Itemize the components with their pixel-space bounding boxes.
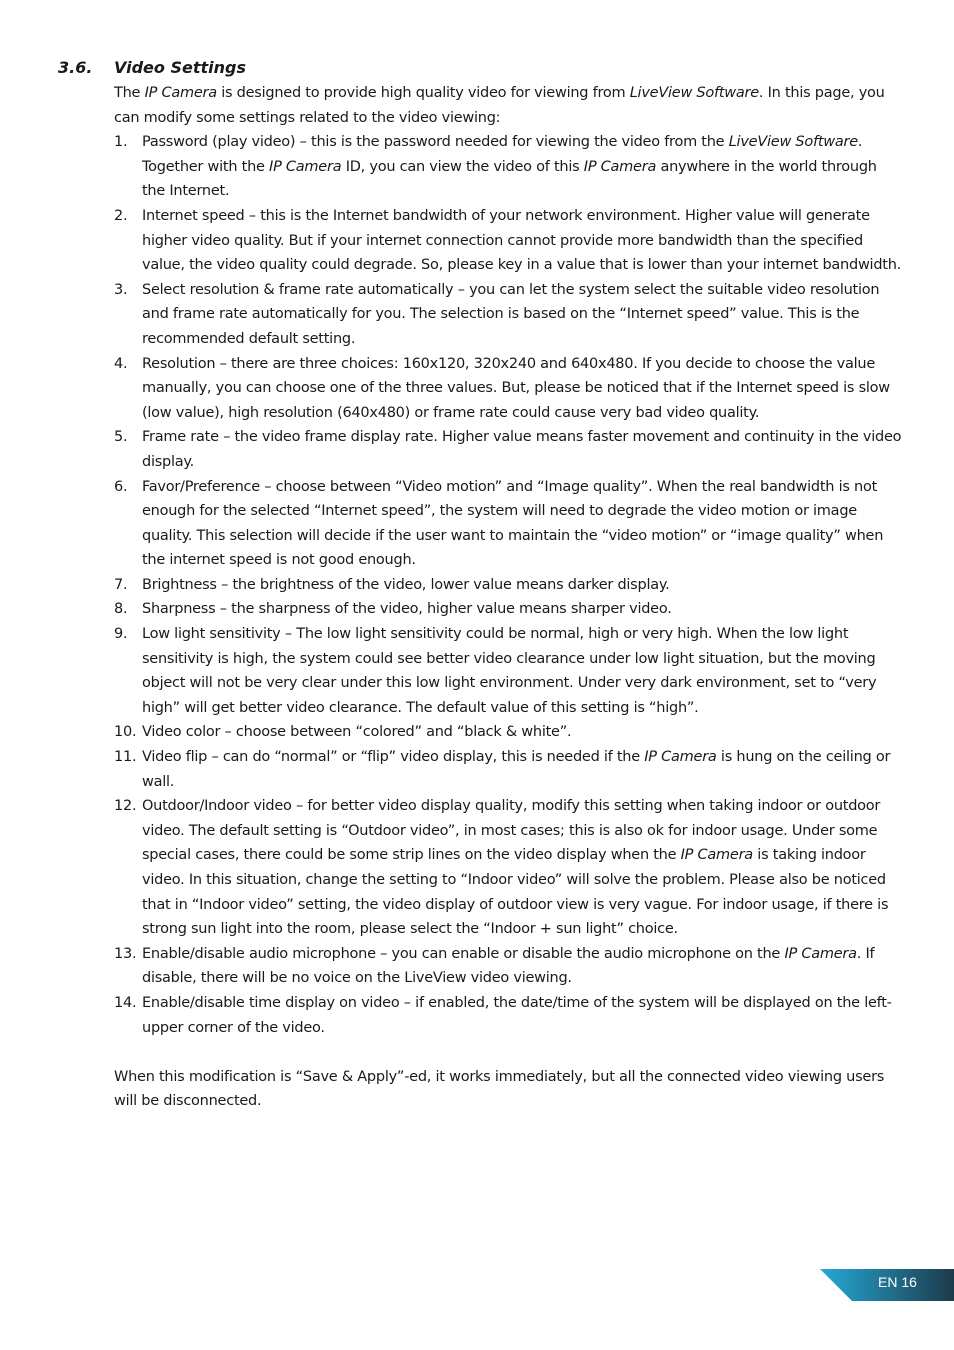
intro-paragraph: [114, 81, 904, 130]
item-text: Password (play video) – this is the password needed for viewing the video from the: [142, 134, 729, 151]
page-number-badge: [820, 1269, 954, 1301]
item-text: ID, you can view the video of this: [341, 158, 584, 175]
item-text: Video color – choose between “colored” and “black & white”.: [142, 724, 572, 741]
item-number: 10.: [114, 724, 137, 741]
product-name: IP Camera: [644, 749, 717, 766]
item-number: 11.: [114, 749, 137, 766]
intro-text: The: [114, 85, 145, 101]
item-text: Select resolution & frame rate automatically – you can let the system select the suitable video resolution and frame rate automatically for you. The selection is based on the “Internet speed” value. This is the recommended default setting.: [142, 281, 880, 347]
item-text: is hung on the ceiling or wall.: [142, 749, 891, 790]
list-item: [114, 352, 904, 426]
product-name: IP Camera: [144, 85, 217, 101]
item-text: Brightness – the brightness of the video, lower value means darker display.: [142, 576, 670, 593]
product-name: IP Camera: [784, 945, 857, 962]
list-item: [114, 425, 904, 474]
item-number: 13.: [114, 945, 137, 962]
item-text: Outdoor/Indoor video – for better video display quality, modify this setting when taking indoor or outdoor video. The default setting is “Outdoor video”, in most cases; this is also ok for indoor usage. Under some special cases, there could be some strip lines on the video display when the: [142, 798, 881, 864]
item-text: Low light sensitivity – The low light sensitivity could be normal, high or very high. When the low light sensitivity is high, the system could see better video clearance under low light situation, but the moving object will not be very clear under this low light environment. Under very dark environment, set to “very high” will get better video clearance. The default value of this setting is “high”.: [142, 626, 877, 716]
list-item: [114, 278, 904, 352]
list-item: [114, 794, 904, 942]
item-number: 6.: [114, 478, 128, 495]
list-item: [114, 475, 904, 573]
item-text: Enable/disable time display on video – if enabled, the date/time of the system will be displayed on the left-upper corner of the video.: [142, 994, 892, 1036]
item-number: 5.: [114, 429, 128, 446]
item-text: . If disable, there will be no voice on the LiveView video viewing.: [142, 945, 875, 987]
item-text: Favor/Preference – choose between “Video motion” and “Image quality”. When the real bandwidth is not enough for the selected “Internet speed”, the system will need to degrade the video motion or image quality. This selection will decide if the user want to maintain the “video motion” or “image quality” when the internet speed is not good enough.: [142, 478, 884, 569]
section-title: Video Settings: [114, 58, 246, 77]
item-text: anywhere in the world through the Internet.: [142, 158, 877, 200]
item-number: 9.: [114, 626, 128, 643]
product-name: IP Camera: [680, 847, 753, 864]
item-text: Frame rate – the video frame display rate. Higher value means faster movement and continuity in the video display.: [142, 429, 902, 470]
closing-paragraph: When this modification is “Save & Apply”-ed, it works immediately, but all the connected video viewing users will be disconnected.: [114, 1068, 885, 1110]
software-name: LiveView Software: [629, 85, 759, 101]
item-number: 14.: [114, 994, 137, 1011]
section-number: 3.6.: [58, 58, 93, 77]
intro-text: . In this page, you can modify some settings related to the video viewing:: [114, 85, 885, 126]
list-item: [114, 573, 904, 598]
body-text: [114, 81, 904, 1114]
section-heading: [58, 57, 246, 79]
list-item: [114, 622, 904, 720]
item-text: . Together with the: [142, 134, 863, 175]
settings-list: [114, 130, 904, 1040]
item-number: 3.: [114, 281, 128, 298]
list-item: [114, 130, 904, 204]
product-name: IP Camera: [583, 158, 657, 175]
list-item: [114, 942, 904, 991]
item-text: Enable/disable audio microphone – you can enable or disable the audio microphone on the: [142, 945, 785, 962]
list-item: [114, 597, 904, 622]
item-text: Internet speed – this is the Internet bandwidth of your network environment. Higher value will generate higher video quality. But if your internet connection cannot provide more bandwidth than the specified value, the video quality could degrade. So, please key in a value that is lower than your internet bandwidth.: [142, 207, 902, 274]
item-text: Sharpness – the sharpness of the video, higher value means sharper video.: [142, 601, 672, 618]
list-item: [114, 745, 904, 794]
page-number: EN 16: [878, 1274, 917, 1290]
item-number: 7.: [114, 576, 128, 593]
item-number: 8.: [114, 601, 128, 618]
item-text: Video flip – can do “normal” or “flip” video display, this is needed if the: [142, 749, 645, 766]
item-number: 12.: [114, 798, 137, 815]
item-text: Resolution – there are three choices: 160x120, 320x240 and 640x480. If you decide to choose the value manually, you can choose one of the three values. But, please be noticed that if the Internet speed is slow (low value), high resolution (640x480) or frame rate could cause very bad video quality.: [142, 355, 890, 421]
intro-text: is designed to provide high quality video for viewing from: [216, 85, 630, 101]
item-text: is taking indoor video. In this situation, change the setting to “Indoor video” will solve the problem. Please also be noticed that in “Indoor video” setting, the video display of outdoor view is very vague. For indoor usage, if there is strong sun light into the room, please select the “Indoor + sun light” choice.: [142, 847, 889, 938]
list-item: [114, 204, 904, 278]
product-name: IP Camera: [269, 158, 342, 175]
software-name: LiveView Software: [728, 134, 858, 151]
list-item: [114, 720, 904, 745]
item-number: 2.: [114, 207, 128, 224]
list-item: [114, 991, 904, 1040]
item-number: 1.: [114, 134, 128, 151]
item-number: 4.: [114, 355, 128, 372]
